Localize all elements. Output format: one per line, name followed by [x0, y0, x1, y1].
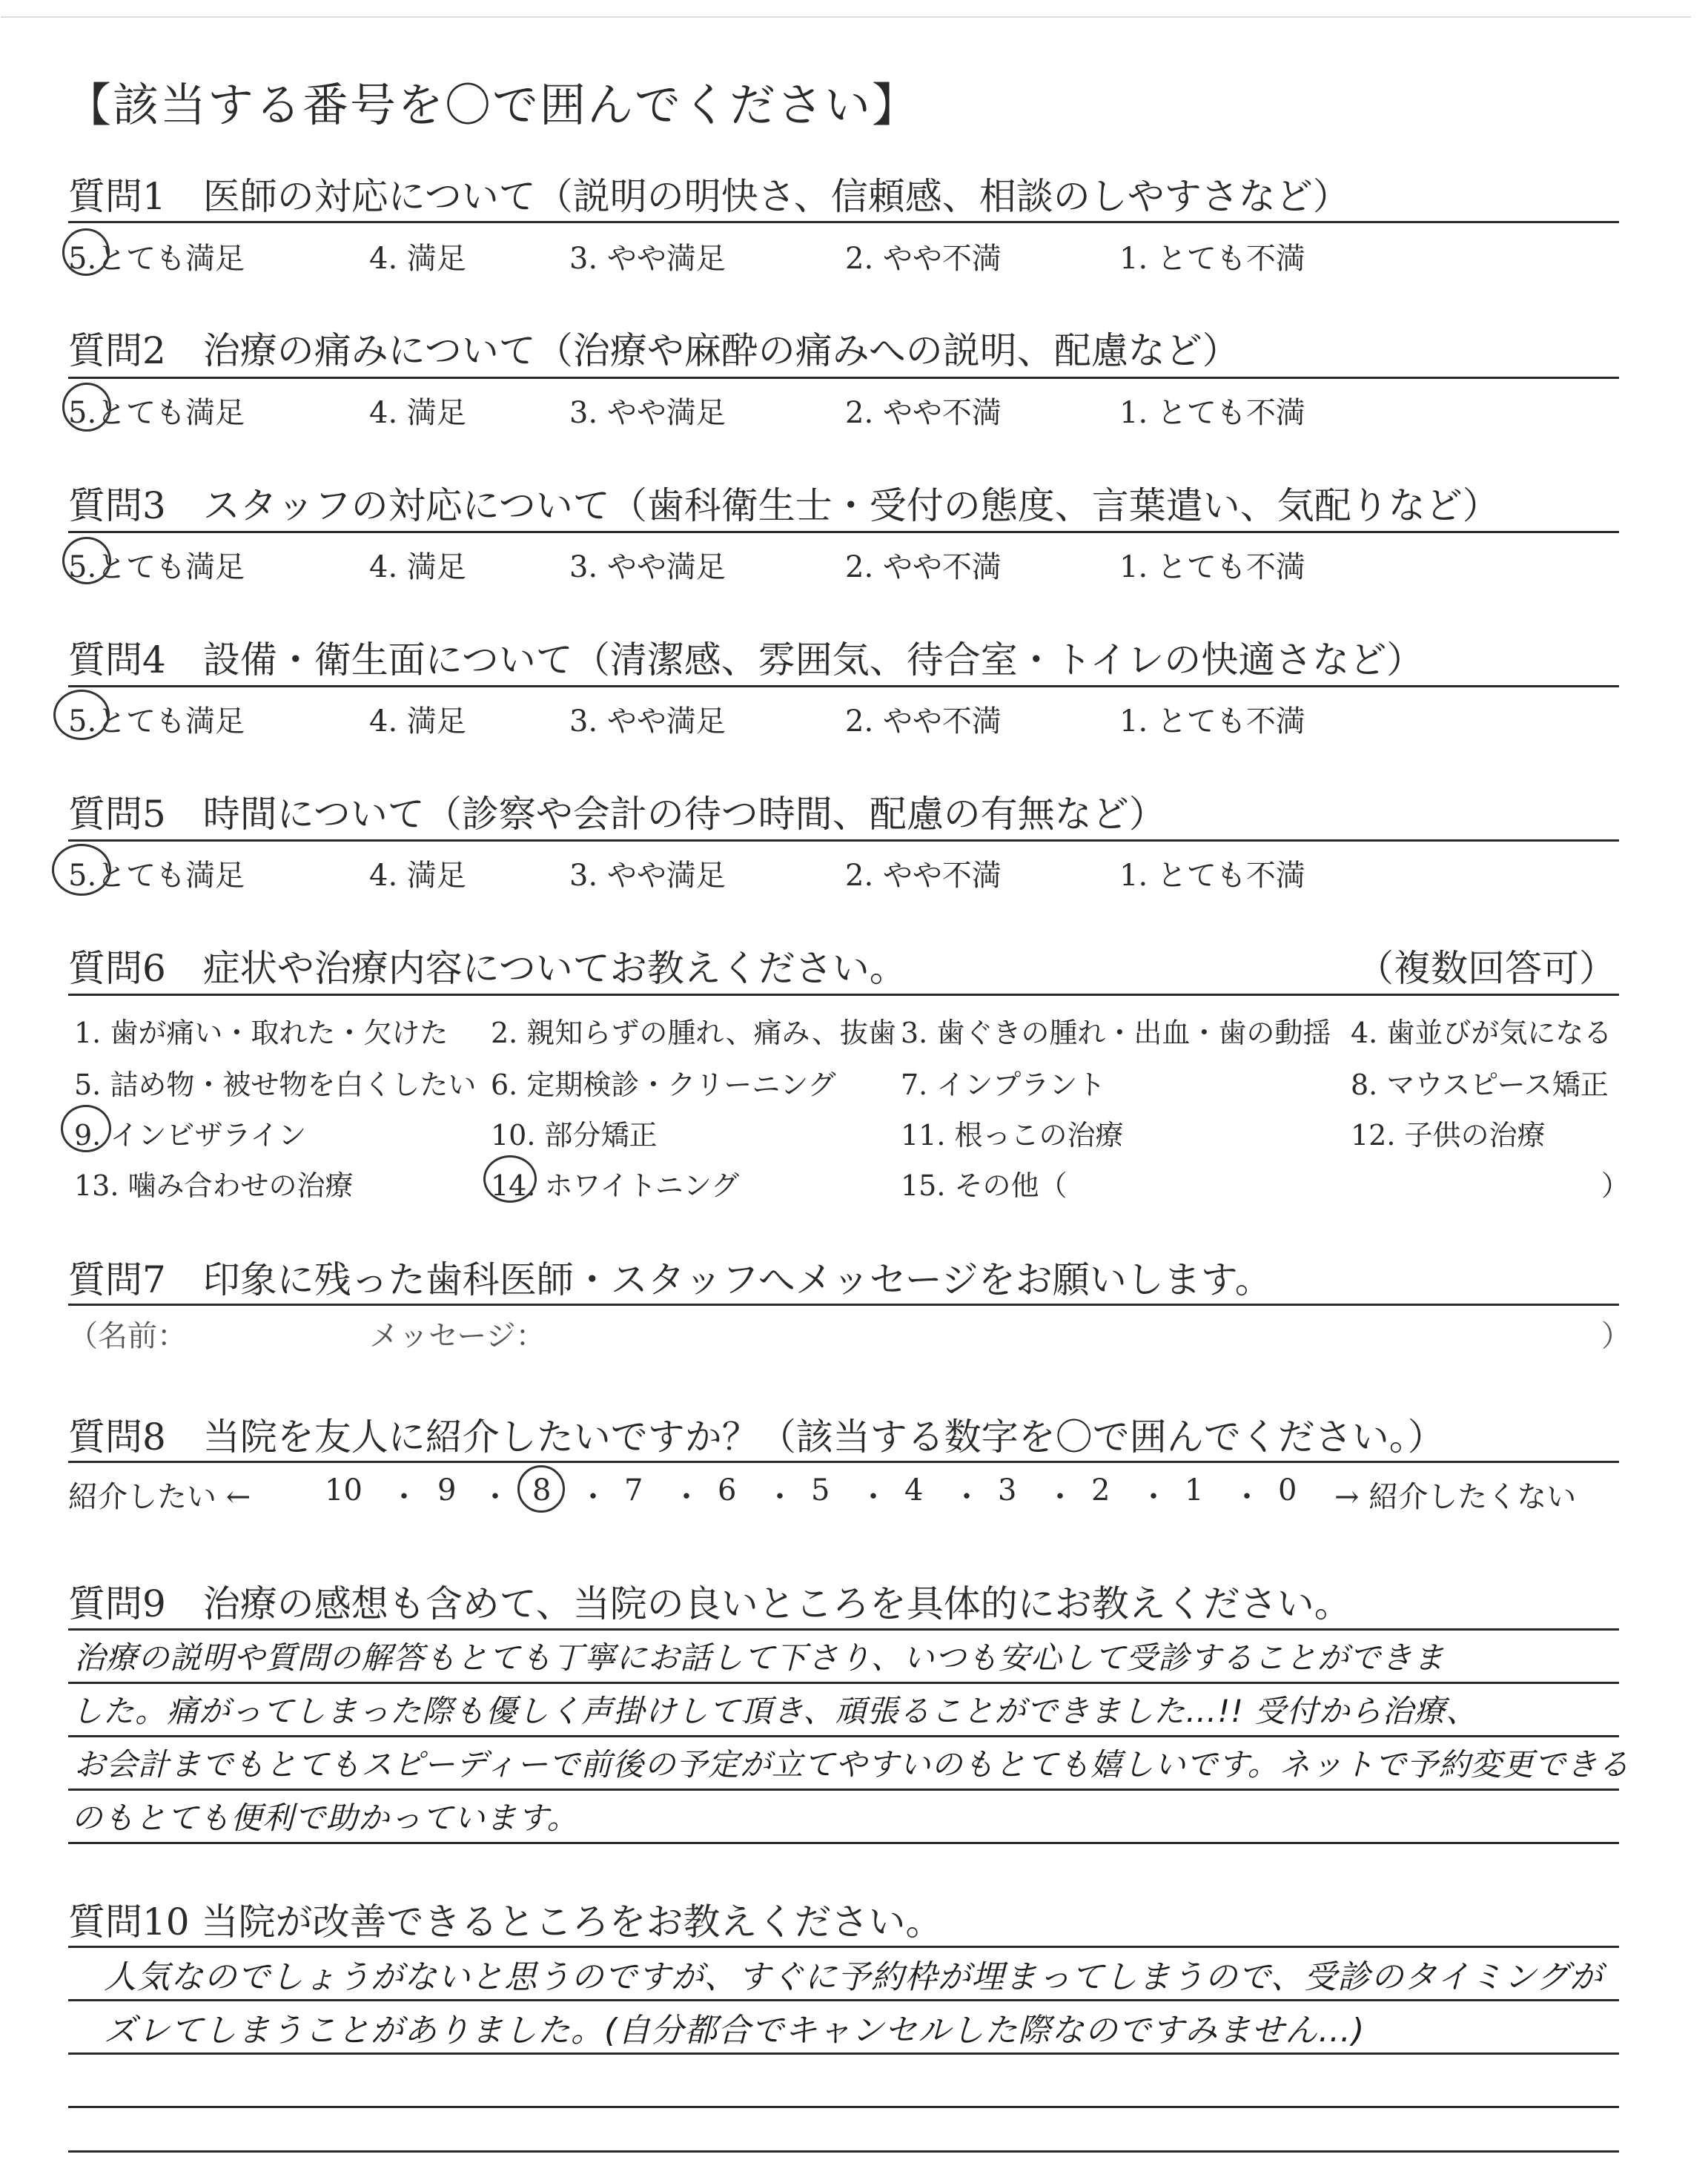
q6-item-1[interactable]: 1. 歯が痛い・取れた・欠けた: [74, 1017, 448, 1049]
question-6: 質問6 症状や治療内容についてお教えください。: [68, 947, 907, 990]
answer-line: [68, 1789, 1619, 1791]
q5-option-4[interactable]: 4. 満足: [369, 859, 466, 893]
q10-answer-line-1: 人気なのでしょうがないと思うのですが、すぐに予約枠が埋まってしまうので、受診のタイミングが: [104, 1958, 1603, 1996]
q6-item-8[interactable]: 8. マウスピース矯正: [1351, 1069, 1609, 1101]
q9-answer-line-4: のもとても便利で助かっています。: [71, 1800, 579, 1836]
q6-other-close: ）: [1601, 1169, 1630, 1202]
scale-dot: ・: [858, 1480, 888, 1514]
question-10: 質問10 当院が改善できるところをお教えください。: [68, 1900, 943, 1943]
scale-dot: ・: [1232, 1480, 1262, 1514]
scale-6[interactable]: 6: [718, 1473, 737, 1507]
divider: [68, 1946, 1619, 1948]
scale-dot: ・: [480, 1480, 510, 1514]
question-5: 質問5 時間について（診察や会計の待つ時間、配慮の有無など）: [68, 793, 1166, 836]
q3-option-4[interactable]: 4. 満足: [369, 550, 466, 584]
q5-option-3[interactable]: 3. やや満足: [569, 859, 726, 893]
question-1: 質問1 医師の対応について（説明の明快さ、信頼感、相談のしやすさなど）: [68, 175, 1350, 218]
q3-option-3[interactable]: 3. やや満足: [569, 550, 726, 584]
selection-circle: [53, 690, 110, 740]
answer-line: [68, 1682, 1619, 1684]
selection-circle: [62, 228, 110, 276]
q9-answer-line-3: お会計までもとてもスピーディーで前後の予定が立てやすいのもとても嬉しいです。ネットで予約変更できる: [74, 1746, 1630, 1783]
page-title: 【該当する番号を〇で囲んでください】: [65, 78, 920, 132]
question-2: 質問2 治療の痛みについて（治療や麻酔の痛みへの説明、配慮など）: [68, 329, 1239, 372]
divider: [68, 1461, 1619, 1463]
question-8: 質問8 当院を友人に紹介したいですか？（該当する数字を〇で囲んでください。）: [68, 1416, 1445, 1459]
scale-dot: ・: [578, 1480, 608, 1514]
q5-option-1[interactable]: 1. とても不満: [1119, 859, 1305, 893]
q2-option-4[interactable]: 4. 満足: [369, 396, 466, 430]
q3-option-1[interactable]: 1. とても不満: [1119, 550, 1305, 584]
divider: [68, 1628, 1619, 1631]
scale-dot: ・: [389, 1480, 419, 1514]
q6-item-11[interactable]: 11. 根っこの治療: [901, 1119, 1124, 1152]
scale-2[interactable]: 2: [1091, 1473, 1110, 1507]
q2-option-5[interactable]: 5.とても満足: [68, 396, 245, 430]
name-label: （名前：: [68, 1319, 187, 1353]
q3-option-5[interactable]: 5.とても満足: [68, 550, 245, 584]
question-4: 質問4 設備・衛生面について（清潔感、雰囲気、待合室・トイレの快適さなど）: [68, 638, 1424, 681]
q2-option-1[interactable]: 1. とても不満: [1119, 396, 1305, 430]
divider: [68, 994, 1619, 996]
q4-option-3[interactable]: 3. やや満足: [569, 704, 726, 739]
q6-item-3[interactable]: 3. 歯ぐきの腫れ・出血・歯の動揺: [901, 1017, 1331, 1049]
q6-item-7[interactable]: 7. インプラント: [901, 1069, 1106, 1101]
scale-7[interactable]: 7: [624, 1473, 643, 1507]
answer-line: [68, 1999, 1619, 2001]
selection-circle: [483, 1155, 537, 1203]
scale-5[interactable]: 5: [811, 1473, 830, 1507]
scale-dot: ・: [765, 1480, 795, 1514]
selection-circle: [61, 1105, 111, 1152]
answer-line: [68, 1735, 1619, 1737]
q1-option-1[interactable]: 1. とても不満: [1119, 242, 1305, 276]
recommend-right-label: → 紹介したくない: [1334, 1480, 1577, 1514]
q5-option-5[interactable]: 5.とても満足: [68, 859, 245, 893]
q6-item-12[interactable]: 12. 子供の治療: [1351, 1119, 1546, 1152]
scale-dot: ・: [1045, 1480, 1075, 1514]
q4-option-1[interactable]: 1. とても不満: [1119, 704, 1305, 739]
scale-dot: ・: [672, 1480, 701, 1514]
q2-option-3[interactable]: 3. やや満足: [569, 396, 726, 430]
q3-option-2[interactable]: 2. やや不満: [845, 550, 1002, 584]
scan-edge: [1, 16, 1691, 18]
q9-answer-line-1: 治療の説明や質問の解答もとても丁寧にお話して下さり、いつも安心して受診することができま: [74, 1639, 1446, 1676]
message-label: メッセージ：: [369, 1319, 546, 1353]
q4-option-5[interactable]: 5.とても満足: [68, 704, 245, 739]
scale-8[interactable]: 8: [532, 1473, 552, 1507]
divider: [68, 221, 1619, 223]
q6-item-9[interactable]: 9. インビザライン: [74, 1119, 307, 1152]
q2-option-2[interactable]: 2. やや不満: [845, 396, 1002, 430]
scale-10[interactable]: 10: [325, 1473, 363, 1507]
q1-option-3[interactable]: 3. やや満足: [569, 242, 726, 276]
selection-circle: [62, 383, 111, 432]
question-9: 質問9 治療の感想も含めて、当院の良いところを具体的にお教えください。: [68, 1582, 1351, 1625]
scale-9[interactable]: 9: [437, 1473, 457, 1507]
scale-0[interactable]: 0: [1278, 1473, 1297, 1507]
message-close: ）: [1601, 1319, 1631, 1353]
q10-answer-line-2: ズレてしまうことがありました。(自分都合でキャンセルした際なのですみません…): [104, 2012, 1366, 2050]
question-7: 質問7 印象に残った歯科医師・スタッフへメッセージをお願いします。: [68, 1258, 1272, 1301]
q4-option-4[interactable]: 4. 満足: [369, 704, 466, 739]
q5-option-2[interactable]: 2. やや不満: [845, 859, 1002, 893]
divider: [68, 531, 1619, 533]
multiple-answers-note: （複数回答可）: [1357, 947, 1616, 990]
q9-answer-line-2: した。痛がってしまった際も優しく声掛けして頂き、頑張ることができました…!! 受付から治療、: [71, 1693, 1478, 1729]
answer-line: [68, 2052, 1619, 2055]
scale-1[interactable]: 1: [1185, 1473, 1204, 1507]
answer-line: [68, 2150, 1619, 2153]
divider: [68, 377, 1619, 379]
q6-item-13[interactable]: 13. 噛み合わせの治療: [74, 1169, 354, 1202]
q6-item-6[interactable]: 6. 定期検診・クリーニング: [491, 1069, 836, 1101]
q6-item-2[interactable]: 2. 親知らずの腫れ、痛み、抜歯: [491, 1017, 896, 1049]
scale-4[interactable]: 4: [904, 1473, 924, 1507]
scale-dot: ・: [1139, 1480, 1168, 1514]
q6-item-5[interactable]: 5. 詰め物・被せ物を白くしたい: [74, 1069, 477, 1101]
selection-circle: [62, 537, 111, 584]
q6-item-10[interactable]: 10. 部分矯正: [491, 1119, 658, 1152]
q6-item-14[interactable]: 14. ホワイトニング: [491, 1169, 740, 1202]
divider: [68, 839, 1619, 842]
answer-line: [68, 2106, 1619, 2108]
recommend-left-label: 紹介したい ←: [68, 1480, 251, 1514]
q1-option-5[interactable]: 5.とても満足: [68, 242, 245, 276]
divider: [68, 685, 1619, 687]
divider: [68, 1304, 1619, 1306]
q4-option-2[interactable]: 2. やや不満: [845, 704, 1002, 739]
q1-option-4[interactable]: 4. 満足: [369, 242, 466, 276]
answer-line: [68, 1842, 1619, 1844]
scale-3[interactable]: 3: [998, 1473, 1017, 1507]
q6-item-15[interactable]: 15. その他（: [901, 1169, 1068, 1202]
q6-item-4[interactable]: 4. 歯並びが気になる: [1351, 1017, 1612, 1049]
selection-circle: [52, 844, 111, 896]
question-3: 質問3 スタッフの対応について（歯科衛生士・受付の態度、言葉遣い、気配りなど）: [68, 484, 1500, 527]
selection-circle: [517, 1465, 565, 1513]
scale-dot: ・: [952, 1480, 982, 1514]
q1-option-2[interactable]: 2. やや不満: [845, 242, 1002, 276]
